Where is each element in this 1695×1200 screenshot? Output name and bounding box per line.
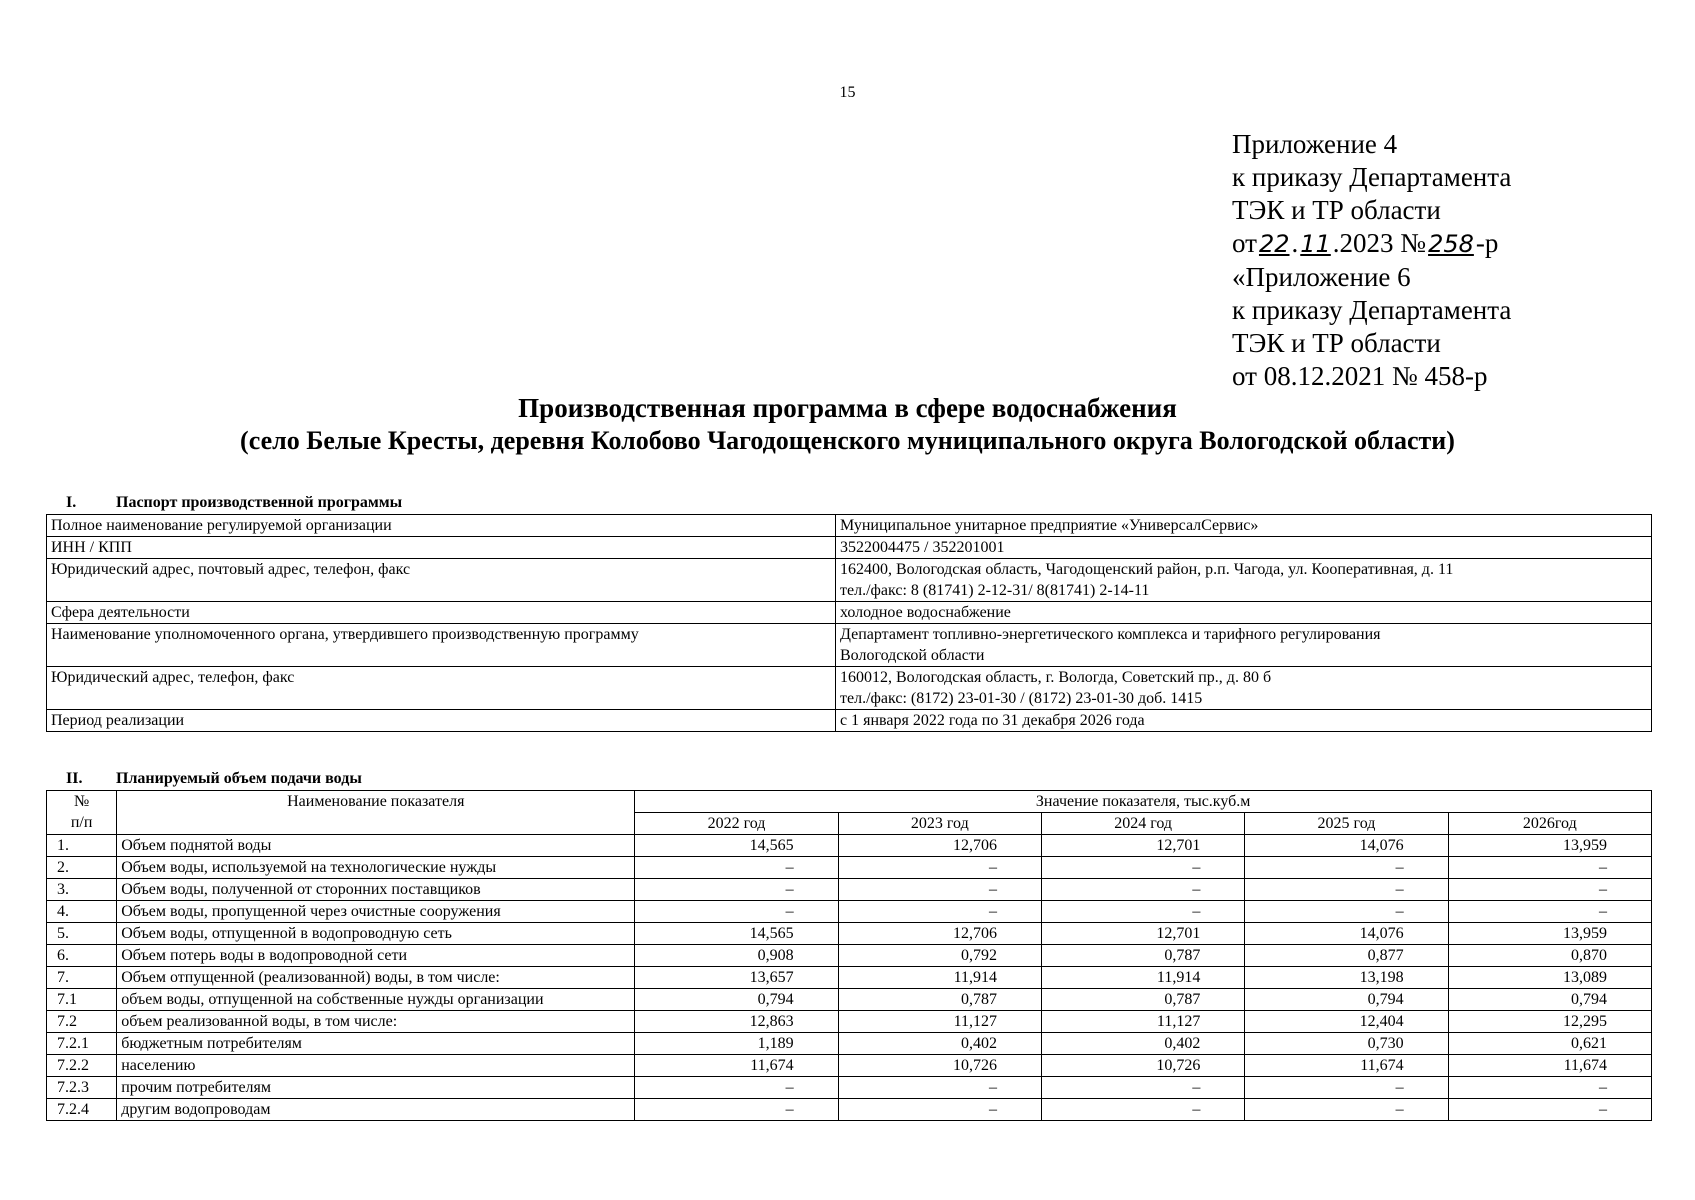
header-indicator-name: Наименование показателя — [117, 791, 635, 835]
row-value: – — [1448, 1099, 1651, 1121]
row-value: 0,730 — [1245, 1033, 1448, 1055]
row-value: – — [838, 1099, 1041, 1121]
appendix-line-5: «Приложение 6 — [1232, 262, 1411, 292]
row-value: 0,794 — [1448, 989, 1651, 1011]
row-value: – — [1041, 879, 1244, 901]
row-value: – — [1041, 1099, 1244, 1121]
document-subtitle: (село Белые Кресты, деревня Колобово Чагодощенского муниципального округа Вологодской области) — [240, 426, 1455, 455]
passport-value-line: тел./факс: 8 (81741) 2-12-31/ 8(81741) 2-14-11 — [840, 582, 1150, 599]
table-row — [47, 879, 1652, 901]
passport-row — [47, 624, 1652, 667]
passport-label: Юридический адрес, телефон, факс — [47, 667, 836, 710]
order-date-prefix: от — [1232, 228, 1257, 258]
table-row — [47, 1099, 1652, 1121]
row-value: 13,089 — [1448, 967, 1651, 989]
row-number: 1. — [47, 835, 117, 857]
table-row — [47, 923, 1652, 945]
passport-value — [836, 559, 1652, 602]
row-value: – — [838, 879, 1041, 901]
row-value: – — [838, 1077, 1041, 1099]
row-value: 0,877 — [1245, 945, 1448, 967]
passport-value — [836, 515, 1652, 537]
table-row — [47, 1055, 1652, 1077]
row-value: 12,701 — [1041, 923, 1244, 945]
row-value: – — [1041, 1077, 1244, 1099]
passport-value-line: Вологодской области — [840, 647, 985, 664]
row-value: – — [635, 1099, 838, 1121]
row-number: 5. — [47, 923, 117, 945]
appendix-line-6: к приказу Департамента — [1232, 295, 1512, 325]
row-number: 7.2.3 — [47, 1077, 117, 1099]
row-number: 7.2.4 — [47, 1099, 117, 1121]
row-value: 11,914 — [838, 967, 1041, 989]
passport-label: ИНН / КПП — [47, 537, 836, 559]
passport-row — [47, 602, 1652, 624]
row-value: 12,404 — [1245, 1011, 1448, 1033]
row-value: 13,657 — [635, 967, 838, 989]
row-value: 12,863 — [635, 1011, 838, 1033]
section-2-heading — [66, 770, 362, 788]
row-value: – — [1448, 1077, 1651, 1099]
appendix-line-4 — [1232, 227, 1511, 261]
header-year: 2024 год — [1041, 813, 1244, 835]
row-value: 0,402 — [1041, 1033, 1244, 1055]
row-value: 1,189 — [635, 1033, 838, 1055]
passport-value — [836, 602, 1652, 624]
row-value: – — [1245, 1077, 1448, 1099]
order-date-middle: .2023 № — [1332, 228, 1427, 258]
document-title: Производственная программа в сфере водоснабжения — [518, 393, 1177, 423]
header-number-pp: п/п — [70, 814, 93, 831]
row-number: 7.1 — [47, 989, 117, 1011]
table-row — [47, 967, 1652, 989]
passport-value — [836, 667, 1652, 710]
order-number-suffix: -р — [1475, 228, 1499, 258]
header-number-cell — [47, 791, 117, 835]
row-value: 0,870 — [1448, 945, 1651, 967]
row-value: 0,787 — [838, 989, 1041, 1011]
row-number: 2. — [47, 857, 117, 879]
water-volume-table — [46, 790, 1652, 1121]
appendix-line-7: ТЭК и ТР области — [1232, 328, 1441, 358]
row-value: 13,198 — [1245, 967, 1448, 989]
row-value: – — [635, 901, 838, 923]
passport-value-line: Департамент топливно-энергетического комплекса и тарифного регулирования — [840, 626, 1381, 643]
row-indicator-name: Объем поднятой воды — [117, 835, 635, 857]
row-value: 13,959 — [1448, 923, 1651, 945]
row-value: 0,402 — [838, 1033, 1041, 1055]
row-value: 0,787 — [1041, 945, 1244, 967]
row-value: – — [635, 857, 838, 879]
row-indicator-name: населению — [117, 1055, 635, 1077]
passport-value-line: 3522004475 / 352201001 — [840, 539, 1005, 556]
table-row — [47, 1077, 1652, 1099]
row-value: 11,914 — [1041, 967, 1244, 989]
row-value: 11,127 — [838, 1011, 1041, 1033]
passport-label: Полное наименование регулируемой организации — [47, 515, 836, 537]
passport-label: Сфера деятельности — [47, 602, 836, 624]
page-number: 15 — [839, 84, 856, 101]
table-row — [47, 901, 1652, 923]
row-value: 12,706 — [838, 923, 1041, 945]
row-indicator-name: Объем воды, используемой на технологические нужды — [117, 857, 635, 879]
row-value: – — [635, 1077, 838, 1099]
row-number: 3. — [47, 879, 117, 901]
header-year: 2026год — [1448, 813, 1651, 835]
appendix-line-8: от 08.12.2021 № 458-р — [1232, 361, 1488, 391]
row-value: 0,794 — [635, 989, 838, 1011]
table-row — [47, 1033, 1652, 1055]
row-value: 0,792 — [838, 945, 1041, 967]
row-value: – — [1245, 1099, 1448, 1121]
header-value-group: Значение показателя, тыс.куб.м — [635, 791, 1652, 813]
row-value: – — [1245, 901, 1448, 923]
row-value: 0,908 — [635, 945, 838, 967]
handwritten-day: 22 — [1258, 230, 1290, 258]
row-indicator-name: объем реализованной воды, в том числе: — [117, 1011, 635, 1033]
row-value: 0,621 — [1448, 1033, 1651, 1055]
section-1-heading — [66, 494, 402, 512]
appendix-block — [1232, 128, 1511, 393]
row-value: 14,565 — [635, 835, 838, 857]
table-row — [47, 989, 1652, 1011]
passport-value-line: тел./факс: (8172) 23-01-30 / (8172) 23-01-30 доб. 1415 — [840, 690, 1203, 707]
row-indicator-name: Объем воды, пропущенной через очистные сооружения — [117, 901, 635, 923]
row-number: 4. — [47, 901, 117, 923]
row-value: – — [1448, 857, 1651, 879]
passport-value-line: холодное водоснабжение — [840, 604, 1011, 621]
row-value: 10,726 — [1041, 1055, 1244, 1077]
row-value: 14,076 — [1245, 923, 1448, 945]
row-indicator-name: Объем отпущенной (реализованной) воды, в том числе: — [117, 967, 635, 989]
passport-value-line: Муниципальное унитарное предприятие «УниверсалСервис» — [840, 517, 1259, 534]
row-number: 7.2.1 — [47, 1033, 117, 1055]
table-row — [47, 857, 1652, 879]
row-indicator-name: Объем воды, полученной от сторонних поставщиков — [117, 879, 635, 901]
table-row — [47, 945, 1652, 967]
passport-label: Период реализации — [47, 710, 836, 732]
row-value: 11,674 — [1448, 1055, 1651, 1077]
row-indicator-name: другим водопроводам — [117, 1099, 635, 1121]
date-separator: . — [1291, 228, 1299, 258]
passport-value-line: 160012, Вологодская область, г. Вологда, Советский пр., д. 80 б — [840, 669, 1272, 686]
header-number-sign: № — [73, 793, 90, 810]
row-value: – — [635, 879, 838, 901]
appendix-line-2: к приказу Департамента — [1232, 162, 1512, 192]
passport-value — [836, 537, 1652, 559]
passport-value — [836, 710, 1652, 732]
row-number: 6. — [47, 945, 117, 967]
header-year: 2023 год — [838, 813, 1041, 835]
row-indicator-name: прочим потребителям — [117, 1077, 635, 1099]
row-indicator-name: объем воды, отпущенной на собственные нужды организации — [117, 989, 635, 1011]
row-value: 10,726 — [838, 1055, 1041, 1077]
passport-value-line: с 1 января 2022 года по 31 декабря 2026 года — [840, 712, 1145, 729]
passport-value-line: 162400, Вологодская область, Чагодощенский район, р.п. Чагода, ул. Кооперативная, д. 11 — [840, 561, 1454, 578]
row-indicator-name: бюджетным потребителям — [117, 1033, 635, 1055]
handwritten-month: 11 — [1300, 230, 1331, 258]
row-value: – — [1041, 857, 1244, 879]
row-value: – — [1245, 879, 1448, 901]
row-value: 13,959 — [1448, 835, 1651, 857]
passport-row — [47, 537, 1652, 559]
row-value: 11,674 — [635, 1055, 838, 1077]
passport-row — [47, 515, 1652, 537]
row-value: 12,701 — [1041, 835, 1244, 857]
passport-value — [836, 624, 1652, 667]
row-value: – — [1448, 901, 1651, 923]
table-row — [47, 1011, 1652, 1033]
section-2-number: II. — [66, 770, 83, 787]
row-number: 7.2.2 — [47, 1055, 117, 1077]
appendix-line-1: Приложение 4 — [1232, 129, 1398, 159]
row-value: 0,787 — [1041, 989, 1244, 1011]
passport-row — [47, 559, 1652, 602]
row-value: – — [838, 857, 1041, 879]
passport-label: Юридический адрес, почтовый адрес, телефон, факс — [47, 559, 836, 602]
row-value: – — [1448, 879, 1651, 901]
table-row — [47, 835, 1652, 857]
row-number: 7. — [47, 967, 117, 989]
table-header-row — [47, 791, 1652, 813]
header-year: 2025 год — [1245, 813, 1448, 835]
row-value: 11,674 — [1245, 1055, 1448, 1077]
passport-label: Наименование уполномоченного органа, утвердившего производственную программу — [47, 624, 836, 667]
row-value: 0,794 — [1245, 989, 1448, 1011]
handwritten-order-number: 258 — [1428, 230, 1474, 258]
row-value: 14,076 — [1245, 835, 1448, 857]
appendix-line-3: ТЭК и ТР области — [1232, 195, 1441, 225]
row-value: 11,127 — [1041, 1011, 1244, 1033]
section-1-title: Паспорт производственной программы — [116, 494, 403, 511]
row-value: – — [1041, 901, 1244, 923]
passport-row — [47, 667, 1652, 710]
row-indicator-name: Объем потерь воды в водопроводной сети — [117, 945, 635, 967]
section-2-title: Планируемый объем подачи воды — [116, 770, 362, 787]
row-value: – — [838, 901, 1041, 923]
row-value: – — [1245, 857, 1448, 879]
passport-table — [46, 514, 1652, 732]
row-value: 12,295 — [1448, 1011, 1651, 1033]
section-1-number: I. — [66, 494, 77, 511]
row-number: 7.2 — [47, 1011, 117, 1033]
header-year: 2022 год — [635, 813, 838, 835]
row-value: 14,565 — [635, 923, 838, 945]
row-indicator-name: Объем воды, отпущенной в водопроводную сеть — [117, 923, 635, 945]
row-value: 12,706 — [838, 835, 1041, 857]
passport-row — [47, 710, 1652, 732]
